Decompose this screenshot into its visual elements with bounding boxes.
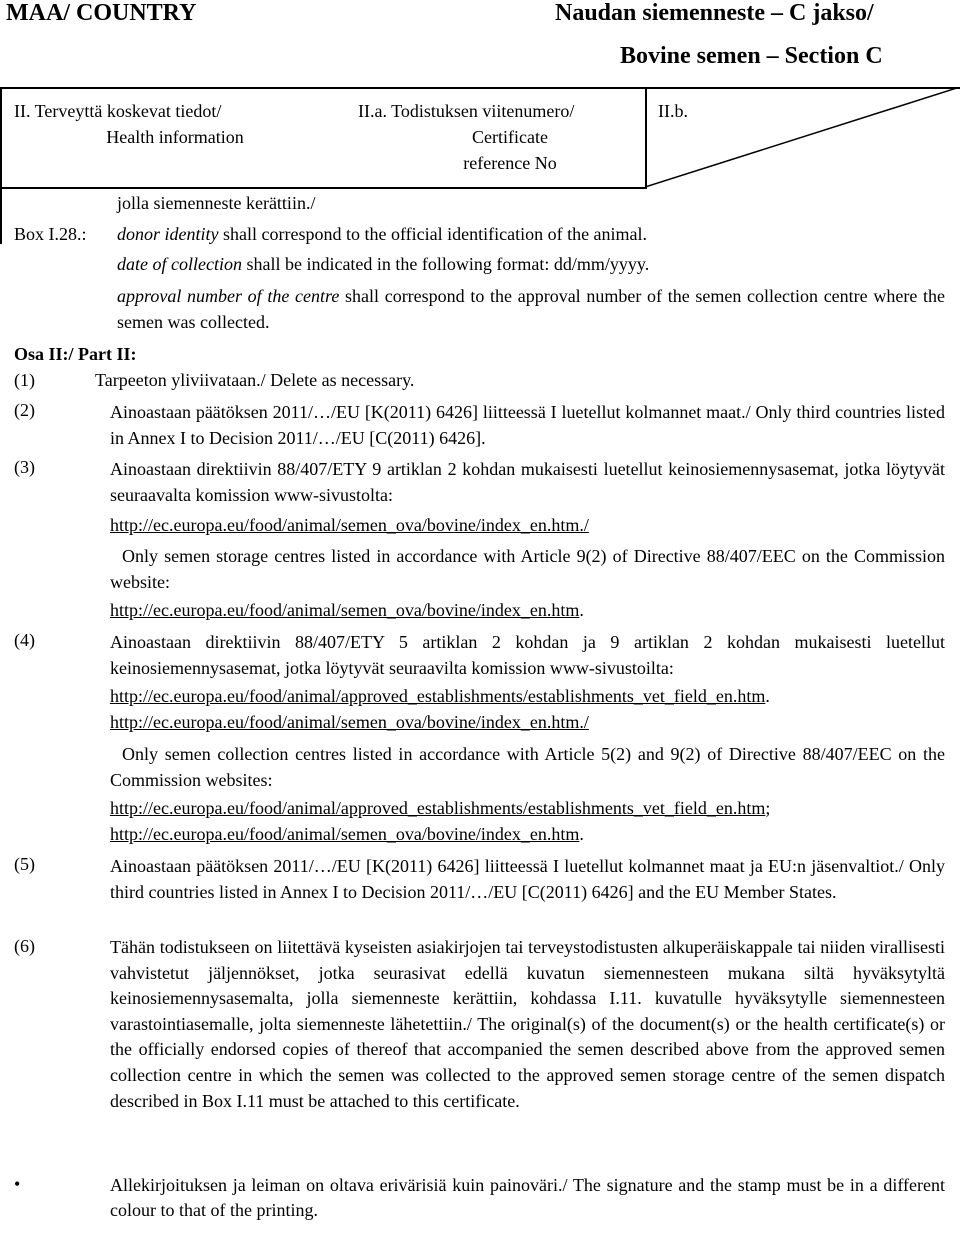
note-number: (1) [14,370,35,390]
commission-link-line: http://ec.europa.eu/food/animal/semen_ova/bovine/index_en.htm. [110,824,584,844]
cert-ref-label-en-2: reference No [463,153,557,173]
note-text-en: Only semen collection centres listed in accordance with Article 5(2) and 9(2) of Directive 88/407/EEC on the Commission websites: [110,744,945,790]
commission-link-line: http://ec.europa.eu/food/animal/semen_ova/bovine/index_en.htm. [110,600,584,620]
box-intro: jolla siemenneste kerättiin./ [117,193,316,213]
note-number: (2) [14,400,35,420]
commission-link-line: http://ec.europa.eu/food/animal/approved_establishments/establishments_vet_field_en.htm. [110,686,770,706]
box-line-date: date of collection shall be indicated in the following format: dd/mm/yyyy. [117,254,650,274]
certificate-title-en: Bovine semen – Section C [620,43,883,69]
diagonal-rule [645,87,960,189]
note-text: Ainoastaan päätöksen 2011/…/EU [K(2011) 6426] liitteessä I luetellut kolmannet maat./ Only third countries listed in Annex I to Decision 2011/…/EU [C(2011) 6426]. [110,402,945,448]
note-number: (6) [14,936,35,956]
part2-heading: Osa II:/ Part II: [14,344,137,364]
note-number: (5) [14,854,35,874]
note-text: Tähän todistukseen on liitettävä kyseisten asiakirjojen tai terveystodistusten alkuperäiskappale tai niiden virallisesti vahvistetut jäljennökset, jotka seurasivat edellä kuvatun siemennesteen mukana siltä hyväksytyltä keinosiemennysasemalta, jolla siemenneste kerättiin, kohdassa I.11. kuvatulle hyväksytylle siemennesteen varastointiasemalle, jolta siemenneste lähetettiin./ The original(s) of the document(s) or the health certificate(s) or the officially endorsed copies of thereof that accompanied the semen described above from the approved semen collection centre in which the semen was collected to the approved semen storage centre of the semen dispatch described in Box I.11 must be attached to this certificate. [110,937,945,1111]
commission-link[interactable]: http://ec.europa.eu/food/animal/approved_establishments/establishments_vet_field_en.htm [110,686,766,706]
health-info-label-fi: II. Terveyttä koskevat tiedot/ [14,101,222,121]
signature-note: Allekirjoituksen ja leiman on oltava erivärisiä kuin painoväri./ The signature and the stamp must be in a different colour to that of the printing. [110,1175,945,1220]
cert-ref-label-en-1: Certificate [472,127,548,147]
certificate-title-fi: Naudan siemenneste – C jakso/ [555,0,874,26]
qr-label: II.b. [658,101,688,121]
commission-link[interactable]: http://ec.europa.eu/food/animal/semen_ova/bovine/index_en.htm./ [110,712,589,732]
note-text: Ainoastaan päätöksen 2011/…/EU [K(2011) 6426] liitteessä I luetellut kolmannet maat ja EU:n jäsenvaltiot./ Only third countries listed in Annex I to Decision 2011/…/EU [C(2011) 6426] and the EU Member States. [110,856,945,902]
cert-ref-label-fi: II.a. Todistuksen viitenumero/ [358,101,575,121]
note-text: Tarpeeton yliviivataan./ Delete as necessary. [95,370,415,390]
commission-link-line: http://ec.europa.eu/food/animal/approved_establishments/establishments_vet_field_en.htm; [110,798,771,818]
country-label: MAA/ COUNTRY [6,0,197,26]
note-text: Ainoastaan direktiivin 88/407/ETY 9 artiklan 2 kohdan mukaisesti luetellut keinosiemennysasemat, jotka löytyvät seuraavalta komission www-sivustolta: [110,459,945,505]
table-left-border [0,87,2,244]
commission-link[interactable]: http://ec.europa.eu/food/animal/approved_establishments/establishments_vet_field_en.htm [110,798,766,818]
commission-link[interactable]: http://ec.europa.eu/food/animal/semen_ova/bovine/index_en.htm./ [110,515,589,535]
box-line-approval: approval number of the centre shall correspond to the approval number of the semen collection centre where the semen was collected. [117,286,945,332]
bullet-icon: • [14,1174,21,1194]
note-number: (3) [14,457,35,477]
box-line-donor: donor identity shall correspond to the official identification of the animal. [117,224,648,244]
table-row-rule [0,187,647,189]
commission-link[interactable]: http://ec.europa.eu/food/animal/semen_ova/bovine/index_en.htm [110,824,580,844]
box-label: Box I.28.: [14,224,87,244]
note-text: Ainoastaan direktiivin 88/407/ETY 5 artiklan 2 kohdan ja 9 artiklan 2 kohdan mukaisesti luetellut keinosiemennysasemat, jotka löytyvät seuraavilta komission www-sivustoilta: [110,632,945,678]
commission-link[interactable]: http://ec.europa.eu/food/animal/semen_ova/bovine/index_en.htm [110,600,580,620]
note-text-en: Only semen storage centres listed in accordance with Article 9(2) of Directive 88/407/EEC on the Commission website: [110,546,945,592]
health-info-label-en: Health information [106,127,244,147]
note-number: (4) [14,630,35,650]
